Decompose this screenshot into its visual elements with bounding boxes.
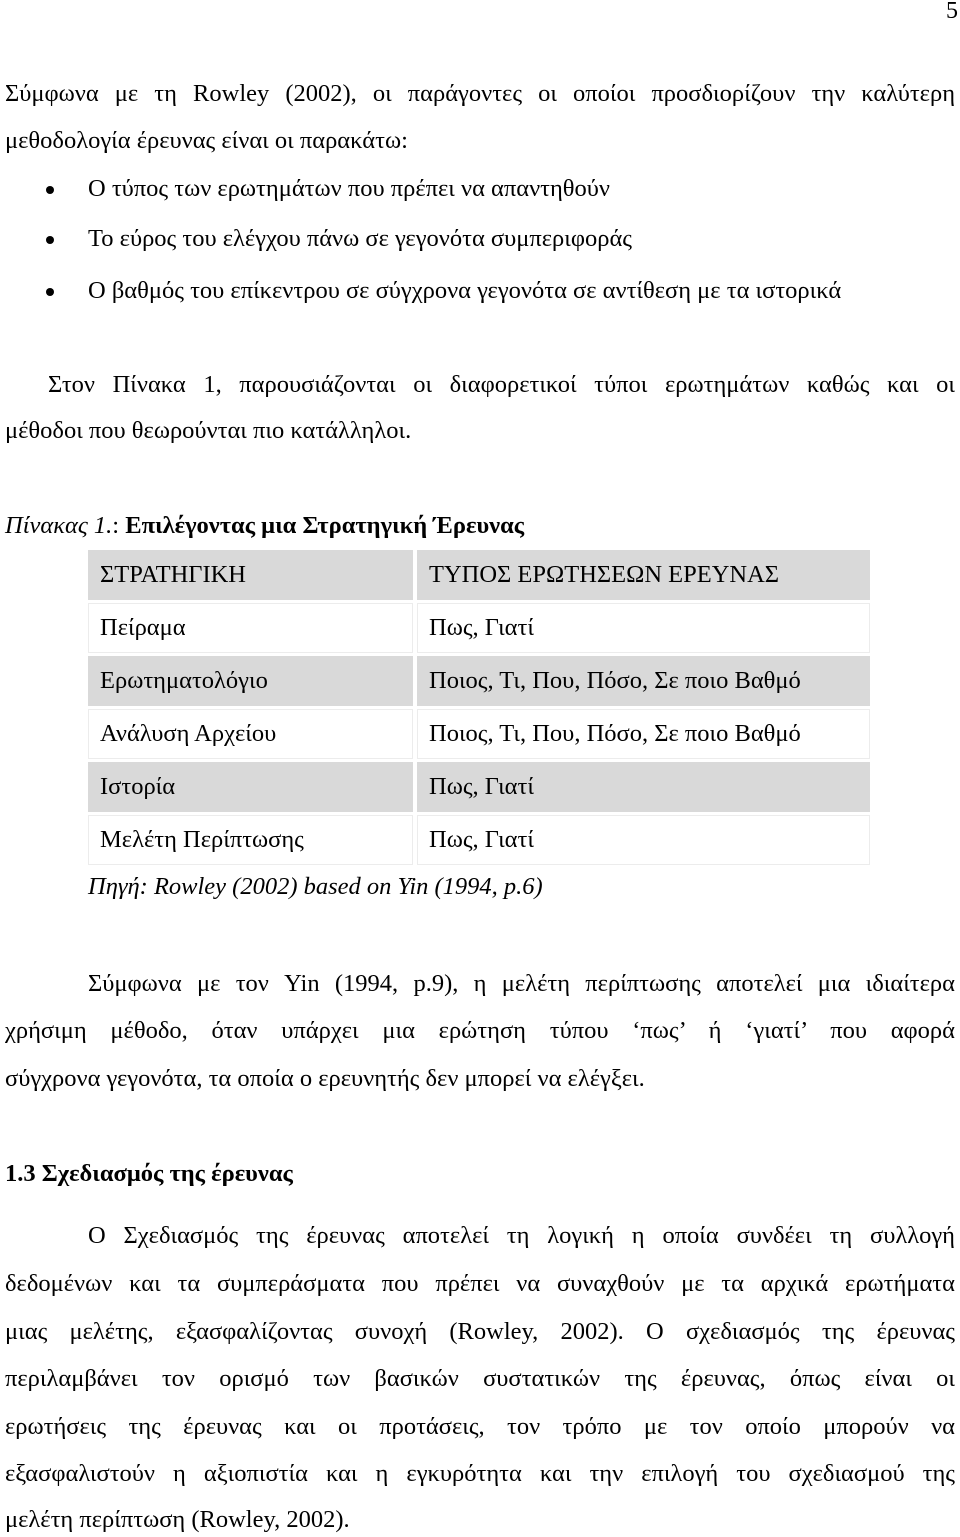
paragraph-line: μιας μελέτης, εξασφαλίζοντας συνοχή (Rowley, 2002). Ο σχεδιασμός της έρευνας (5, 1318, 955, 1345)
table-cell-questions: Ποιος, Τι, Που, Πόσο, Σε ποιο Βαθμό (417, 656, 870, 706)
paragraph-line: Σύμφωνα με τη Rowley (2002), οι παράγοντες οι οποίοι προσδιορίζουν την καλύτερη (5, 80, 955, 107)
bullet-icon (46, 186, 54, 194)
table-caption (5, 511, 955, 541)
table-caption-separator: : (112, 512, 126, 539)
table-cell-questions: Ποιος, Τι, Που, Πόσο, Σε ποιο Βαθμό (417, 709, 870, 759)
paragraph-line: εξασφαλιστούν η αξιοπιστία και η εγκυρότητα και την επιλογή του σχεδιασμού της (5, 1460, 955, 1487)
paragraph-line: μέθοδοι που θεωρούνται πιο κατάλληλοι. (5, 417, 412, 444)
list-item-text: Ο τύπος των ερωτημάτων που πρέπει να απαντηθούν (88, 175, 611, 202)
paragraph-line: περιλαμβάνει τον ορισμό των βασικών συστατικών της έρευνας, όπως είναι οι (5, 1365, 955, 1392)
paragraph-line: ερωτήσεις της έρευνας και οι προτάσεις, τον τρόπο με τον οποίο μπορούν να (5, 1413, 955, 1440)
paragraph-line: Στον Πίνακα 1, παρουσιάζονται οι διαφορετικοί τύποι ερωτημάτων καθώς και οι (48, 371, 955, 398)
paragraph-line: Ο Σχεδιασμός της έρευνας αποτελεί τη λογική η οποία συνδέει τη συλλογή (88, 1222, 955, 1249)
paragraph-line: σύγχρονα γεγονότα, τα οποία ο ερευνητής δεν μπορεί να ελέγξει. (5, 1065, 645, 1092)
page-number: 5 (946, 0, 958, 24)
paragraph-line: μεθοδολογία έρευνας είναι οι παρακάτω: (5, 127, 408, 154)
table-cell-questions: Πως, Γιατί (417, 762, 870, 812)
paragraph-line: μελέτη περίπτωση (Rowley, 2002). (5, 1506, 350, 1533)
bullet-icon (46, 288, 54, 296)
table-source: Πηγή: Rowley (2002) based on Yin (1994, p.6) (88, 873, 543, 900)
section-heading: 1.3 Σχεδιασμός της έρευνας (5, 1160, 293, 1187)
table-cell-questions: Πως, Γιατί (417, 603, 870, 653)
table-cell-questions: Πως, Γιατί (417, 815, 870, 865)
table-cell-strategy: Ερωτηματολόγιο (88, 656, 413, 706)
paragraph-line: δεδομένων και τα συμπεράσματα που πρέπει να συναχθούν με τα αρχικά ερωτήματα (5, 1270, 955, 1297)
table-cell-strategy: Πείραμα (88, 603, 413, 653)
paragraph-line: Σύμφωνα με τον Yin (1994, p.9), η μελέτη περίπτωσης αποτελεί μια ιδιαίτερα (88, 970, 955, 997)
list-item-text: Το εύρος του ελέγχου πάνω σε γεγονότα συμπεριφοράς (88, 225, 633, 252)
list-item-text: Ο βαθμός του επίκεντρου σε σύγχρονα γεγονότα σε αντίθεση με τα ιστορικά (88, 277, 842, 304)
table-header-cell: ΤΥΠΟΣ ΕΡΩΤΗΣΕΩΝ ΕΡΕΥΝΑΣ (417, 550, 870, 600)
bullet-icon (46, 236, 54, 244)
paragraph-line: χρήσιμη μέθοδο, όταν υπάρχει μια ερώτηση τύπου ‘πως’ ή ‘γιατί’ που αφορά (5, 1017, 955, 1044)
table-cell-strategy: Ιστορία (88, 762, 413, 812)
table-cell-strategy: Ανάλυση Αρχείου (88, 709, 413, 759)
table-caption-title: Επιλέγοντας μια Στρατηγική Έρευνας (125, 512, 525, 539)
table-header-cell: ΣΤΡΑΤΗΓΙΚΗ (88, 550, 413, 600)
table-caption-label: Πίνακας 1. (5, 512, 113, 539)
table-cell-strategy: Μελέτη Περίπτωσης (88, 815, 413, 865)
